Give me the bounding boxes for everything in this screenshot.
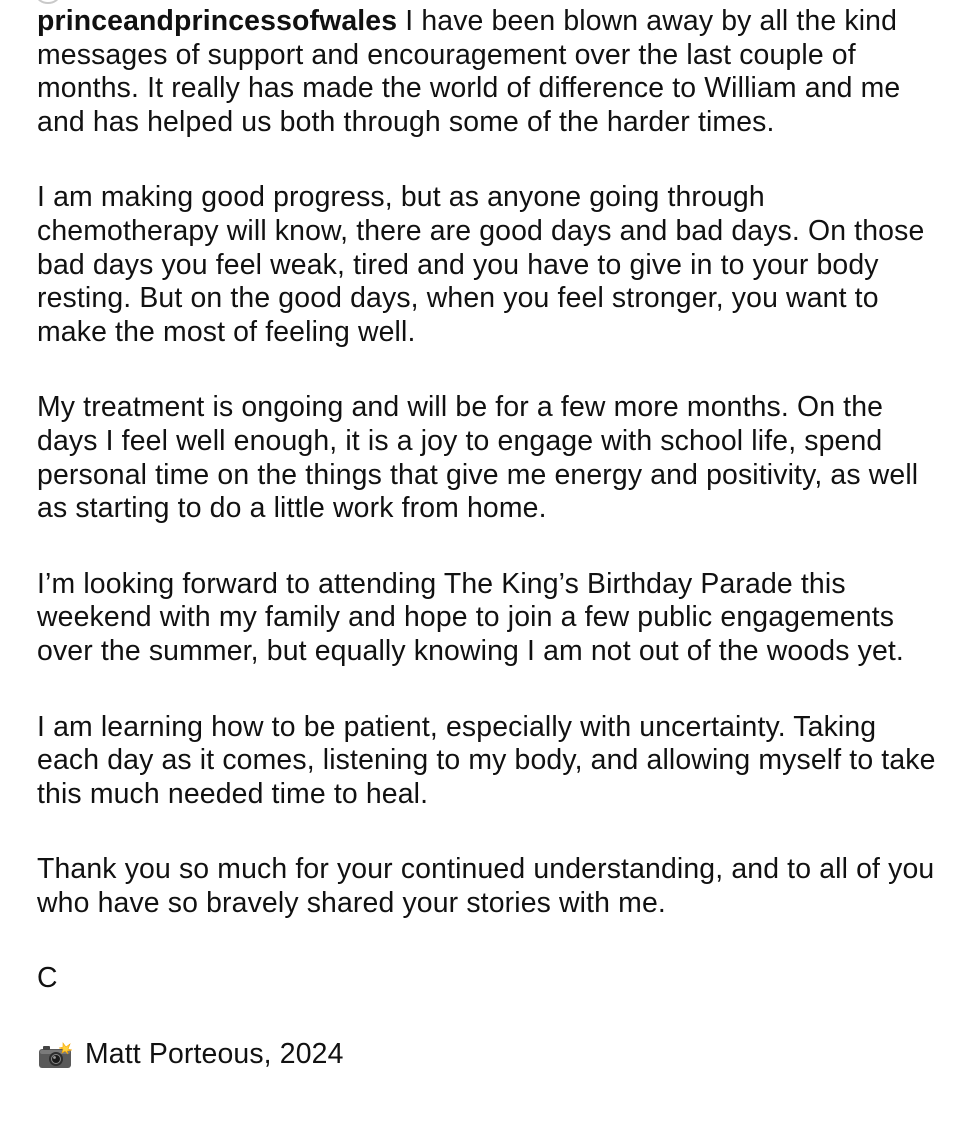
credit-text: Matt Porteous, 2024 [85,1038,344,1071]
caption-paragraph: I’m looking forward to attending The King’s Birthday Parade this weekend with my family and hope to join a few public engagements over the summer, but equally knowing I am not out of the woods yet. [37,567,904,667]
camera-flash-icon [37,1041,73,1069]
caption-intro-text: I have been blown away by all the kind messages of support and encouragement over the last couple of months. It really has made the world of difference to William and me and has helped us both through some of the harder times. [37,5,901,138]
signature: C [37,962,58,995]
caption-paragraph: Thank you so much for your continued understanding, and to all of you who have so bravely shared your stories with me. [37,853,935,919]
caption-paragraph: I am making good progress, but as anyone going through chemotherapy will know, there are good days and bad days. On those bad days you feel weak, tired and you have to give in to your body resting. But on the good days, when you feel stronger, you want to make the most of feeling well. [37,181,925,348]
caption-paragraph: My treatment is ongoing and will be for a few more months. On the days I feel well enough, it is a joy to engage with school life, spend personal time on the things that give me energy and positivity, as well as starting to do a little work from home. [37,391,919,525]
caption-paragraph: I am learning how to be patient, especially with uncertainty. Taking each day as it comes, listening to my body, and allowing myself to take this much needed time to heal. [37,710,936,810]
caption-intro-paragraph [37,5,937,139]
photo-credit [37,1038,937,1072]
avatar[interactable] [36,0,60,4]
username-link[interactable]: princeandprincessofwales [37,5,398,37]
post-caption [37,5,937,1114]
